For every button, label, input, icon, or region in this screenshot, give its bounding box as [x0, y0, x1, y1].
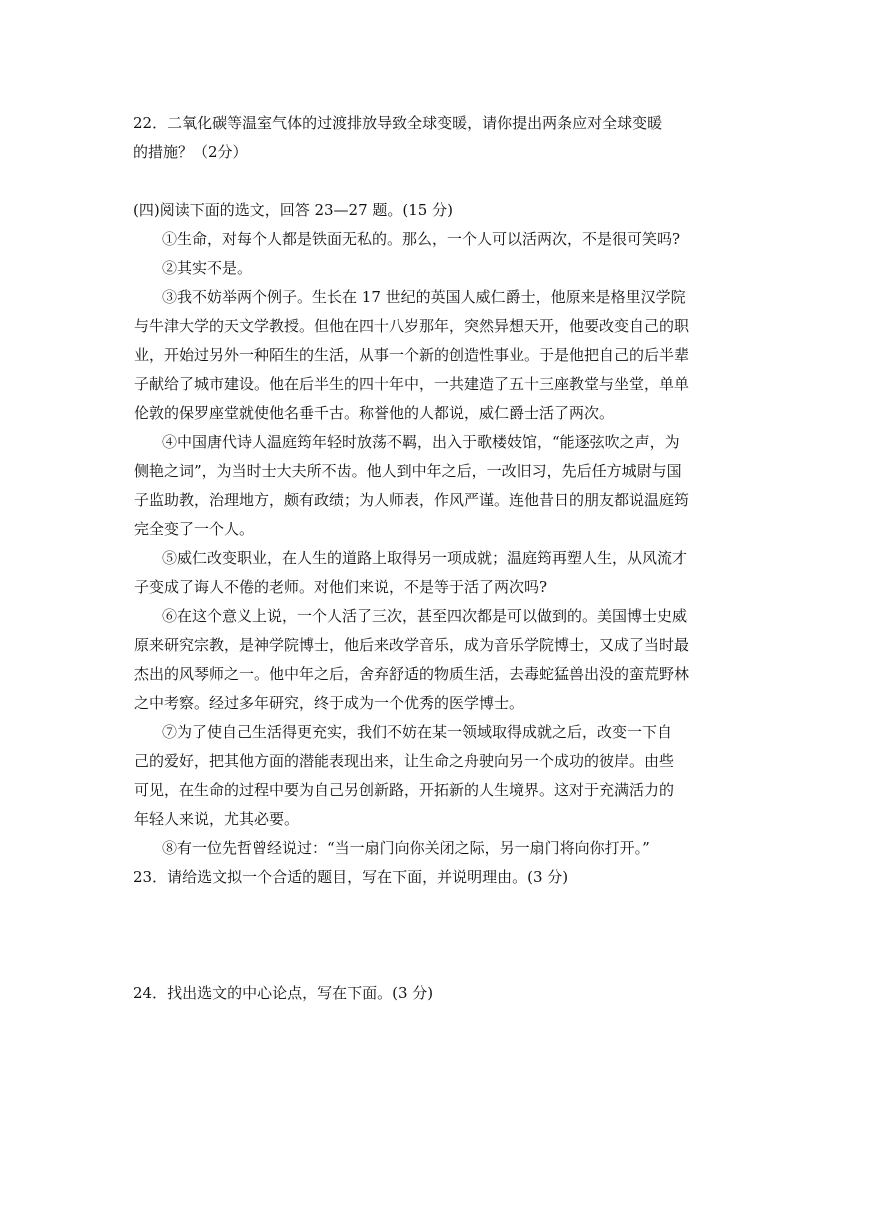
paragraph-8: ⑧有一位先哲曾经说过：“当一扇门向你关闭之际，另一扇门将向你打开。” [162, 839, 650, 857]
paragraph-6-line-4: 之中考察。经过多年研究，终于成为一个优秀的医学博士。 [134, 694, 525, 712]
paragraph-4-line-3: 子监助教，治理地方，颇有政绩；为人师表，作风严谨。连他昔日的朋友都说温庭筠 [134, 491, 690, 509]
paragraph-2: ②其实不是。 [162, 259, 253, 277]
paragraph-4-line-2: 侧艳之词”，为当时士大夫所不齿。他人到中年之后，一改旧习，先后任方城尉与国 [134, 462, 682, 480]
paragraph-3-line-4: 子献给了城市建设。他在后半生的四十年中，一共建造了五十三座教堂与坐堂，单单 [134, 375, 690, 393]
paragraph-4-line-1: ④中国唐代诗人温庭筠年轻时放荡不羁，出入于歌楼妓馆，“能逐弦吹之声，为 [162, 433, 680, 451]
question-23: 23．请给选文拟一个合适的题目，写在下面，并说明理由。(3 分) [133, 868, 569, 886]
paragraph-3-line-1: ③我不妨举两个例子。生长在 17 世纪的英国人威仁爵士，他原来是格里汉学院 [162, 288, 686, 306]
paragraph-7-line-1: ⑦为了使自己生活得更充实，我们不妨在某一领域取得成就之后，改变一下自 [162, 723, 673, 741]
paragraph-6-line-1: ⑥在这个意义上说，一个人活了三次，甚至四次都是可以做到的。美国博士史威 [162, 607, 688, 625]
paragraph-7-line-4: 年轻人来说，尤其必要。 [134, 810, 300, 828]
paragraph-7-line-3: 可见，在生命的过程中要为自己另创新路，开拓新的人生境界。这对于充满活力的 [134, 781, 675, 799]
paragraph-1: ①生命，对每个人都是铁面无私的。那么，一个人可以活两次，不是很可笑吗? [162, 230, 681, 248]
paragraph-7-line-2: 己的爱好，把其他方面的潜能表现出来，让生命之舟驶向另一个成功的彼岸。由些 [134, 752, 675, 770]
paragraph-6-line-3: 杰出的风琴师之一。他中年之后，舍弃舒适的物质生活，去毒蛇猛兽出没的蛮荒野林 [134, 665, 690, 683]
paragraph-3-line-3: 业，开始过另外一种陌生的生活，从事一个新的创造性事业。于是他把自己的后半辈 [134, 346, 690, 364]
question-22-line-2: 的措施？（2分） [133, 143, 248, 161]
question-22-line-1: 22．二氧化碳等温室气体的过渡排放导致全球变暖，请你提出两条应对全球变暖 [133, 114, 663, 132]
paragraph-3-line-5: 伦敦的保罗座堂就使他名垂千古。称誉他的人都说，威仁爵士活了两次。 [134, 404, 615, 422]
paragraph-6-line-2: 原来研究宗教，是神学院博士，他后来改学音乐，成为音乐学院博士，又成了当时最 [134, 636, 690, 654]
paragraph-5-line-1: ⑤威仁改变职业，在人生的道路上取得另一项成就；温庭筠再塑人生，从风流才 [162, 549, 688, 567]
paragraph-3-line-2: 与牛津大学的天文学教授。但他在四十八岁那年，突然异想天开，他要改变自己的职 [134, 317, 690, 335]
section-header: (四)阅读下面的选文，回答 23—27 题。(15 分) [133, 201, 453, 219]
question-24: 24．找出选文的中心论点，写在下面。(3 分) [133, 984, 434, 1002]
paragraph-5-line-2: 子变成了诲人不倦的老师。对他们来说，不是等于活了两次吗? [134, 578, 548, 596]
paragraph-4-line-4: 完全变了一个人。 [134, 520, 255, 538]
